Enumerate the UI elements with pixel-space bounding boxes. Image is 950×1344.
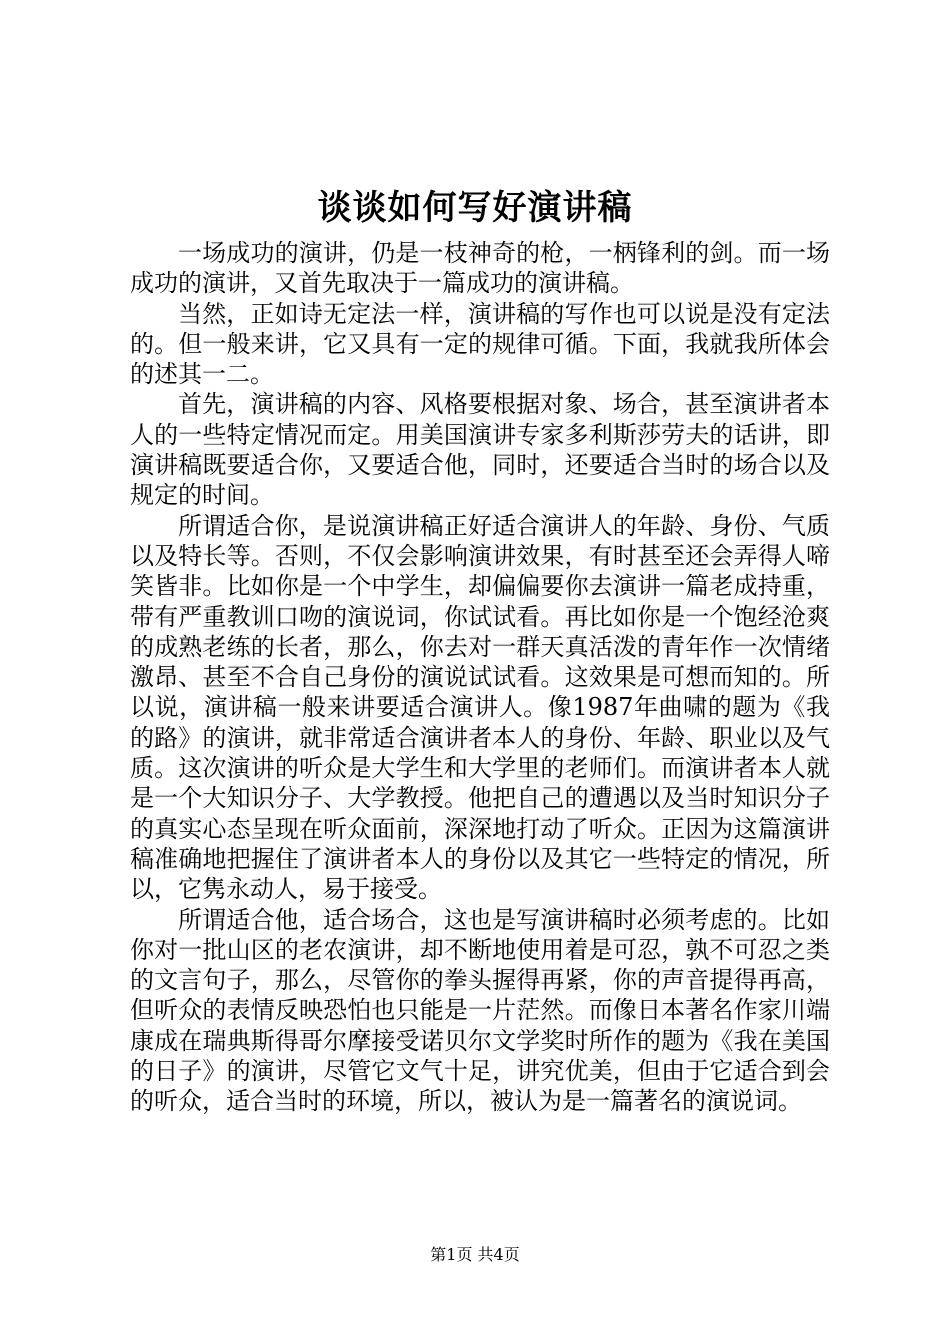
paragraph-2: 当然，正如诗无定法一样，演讲稿的写作也可以说是没有定法的。但一般来讲，它又具有一定的规律可循。下面，我就我所体会的述其一二。 bbox=[130, 299, 830, 389]
paragraph-3: 首先，演讲稿的内容、风格要根据对象、场合，甚至演讲者本人的一些特定情况而定。用美国演讲专家多利斯莎劳夫的话讲，即演讲稿既要适合你，又要适合他，同时，还要适合当时的场合以及规定的时间。 bbox=[130, 390, 830, 510]
page-footer: 第1页 共4页 bbox=[430, 1245, 520, 1264]
document-body bbox=[130, 238, 830, 1117]
page-title: 谈谈如何写好演讲稿 bbox=[317, 188, 633, 228]
paragraph-4: 所谓适合你，是说演讲稿正好适合演讲人的年龄、身份、气质以及特长等。否则，不仅会影响演讲效果，有时甚至还会弄得人啼笑皆非。比如你是一个中学生，却偏偏要你去演讲一篇老成持重，带有严重教训口吻的演说词，你试试看。再比如你是一个饱经沧爽的成熟老练的长者，那么，你去对一群天真活泼的青年作一次情绪激昂、甚至不合自己身份的演说试试看。这效果是可想而知的。所以说，演讲稿一般来讲要适合演讲人。像1987年曲啸的题为《我的路》的演讲，就非常适合演讲者本人的身份、年龄、职业以及气质。这次演讲的听众是大学生和大学里的老师们。而演讲者本人就是一个大知识分子、大学教授。他把自己的遭遇以及当时知识分子的真实心态呈现在听众面前，深深地打动了听众。正因为这篇演讲稿准确地把握住了演讲者本人的身份以及其它一些特定的情况，所以，它隽永动人，易于接受。 bbox=[130, 511, 830, 904]
paragraph-5: 所谓适合他，适合场合，这也是写演讲稿时必须考虑的。比如你对一批山区的老农演讲，却不断地使用着是可忍，孰不可忍之类的文言句子，那么，尽管你的拳头握得再紧，你的声音提得再高，但听众的表情反映恐怕也只能是一片茫然。而像日本著名作家川端康成在瑞典斯得哥尔摩接受诺贝尔文学奖时所作的题为《我在美国的日子》的演讲，尽管它文气十足，讲究优美，但由于它适合到会的听众，适合当时的环境，所以，被认为是一篇著名的演说词。 bbox=[130, 905, 830, 1116]
paragraph-1: 一场成功的演讲，仍是一枝神奇的枪，一柄锋利的剑。而一场成功的演讲，又首先取决于一篇成功的演讲稿。 bbox=[130, 239, 830, 298]
